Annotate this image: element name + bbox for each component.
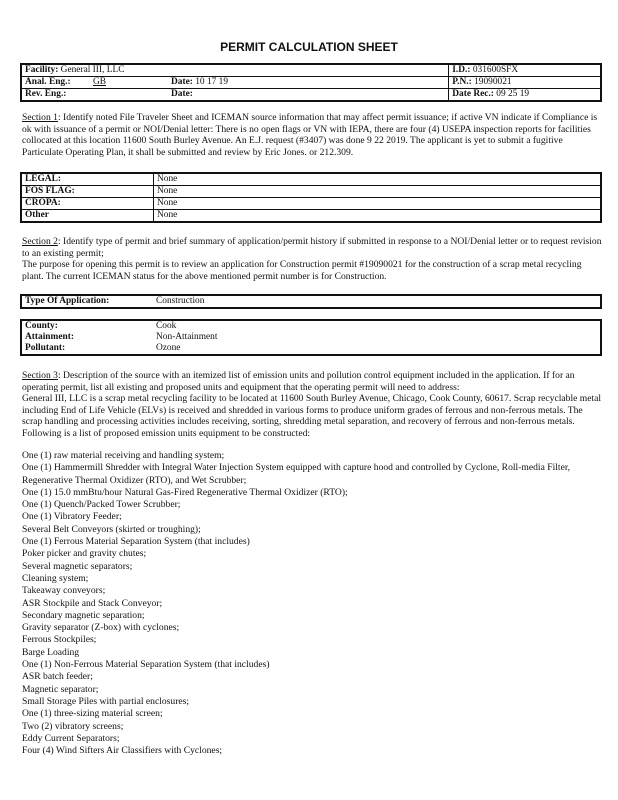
equipment-list	[22, 450, 602, 757]
section-1-heading: Section 1	[22, 112, 58, 123]
county-label: County:	[25, 321, 58, 331]
equipment-item: Several magnetic separators;	[22, 560, 133, 572]
id-label: I.D.:	[452, 65, 471, 75]
equipment-item: Magnetic separator;	[22, 683, 99, 695]
section-2	[22, 236, 602, 282]
application-type-table	[20, 294, 602, 309]
equipment-item: Barge Loading	[22, 646, 80, 658]
facility-label: Facility:	[25, 65, 59, 75]
flag-value: None	[154, 210, 602, 223]
flag-label: CROPA:	[25, 198, 61, 208]
equipment-item: Ferrous Stockpiles;	[22, 634, 97, 646]
header-table	[20, 63, 602, 102]
date-rec-value: 09 25 19	[496, 89, 530, 99]
equipment-item: ASR batch feeder;	[22, 671, 93, 683]
equipment-item: Several Belt Conveyors (skirted or troughing);	[22, 523, 201, 535]
page-title: PERMIT CALCULATION SHEET	[220, 40, 398, 54]
flags-table	[20, 172, 602, 223]
date-rec-label: Date Rec.:	[452, 89, 494, 99]
equipment-item: One (1) Ferrous Material Separation System (that includes)	[22, 536, 250, 548]
rev-eng-label: Rev. Eng.:	[25, 89, 67, 99]
equipment-item: One (1) 15.0 mmBtu/hour Natural Gas-Fired Regenerative Thermal Oxidizer (RTO);	[22, 486, 348, 498]
facility-value: General III, LLC	[60, 65, 125, 75]
county-value: Cook	[156, 321, 177, 331]
equipment-item: Secondary magnetic separation;	[22, 609, 145, 621]
id-value: 031600SFX	[472, 65, 519, 75]
flag-value: None	[154, 173, 602, 186]
equipment-item: Eddy Current Separators;	[22, 732, 120, 744]
flag-value: None	[154, 186, 602, 198]
anal-eng-label: Anal. Eng.:	[25, 77, 71, 87]
equipment-item: Four (4) Wind Sifters Air Classifiers with Cyclones;	[22, 745, 223, 757]
section-2-text: : Identify type of permit and brief summary of application/permit history if submitted in response to a NOI/Denial letter or to request revision to an existing permit;	[22, 236, 602, 259]
flag-value: None	[154, 198, 602, 210]
flag-label: FOS FLAG:	[25, 186, 75, 196]
date-value: 10 17 19	[195, 77, 229, 87]
pollutant-label: Pollutant:	[25, 343, 66, 353]
section-3-description: General III, LLC is a scrap metal recycling facility to be located at 11600 South Burley Avenue, Chicago, Cook County, 60617. Scrap recyclable metal including End of Life Vehicle (ELVs) is received and shredded in various forms to produce uniform grades of ferrous and non-ferrous metals. The scrap handling and processing activities includes receiving, sorting, shredding metal separation, and recovery of ferrous and non-ferrous metals. Following is a list of proposed emission units equipment to be constructed:	[22, 393, 602, 439]
attainment-label: Attainment:	[25, 332, 74, 342]
equipment-item: One (1) Vibratory Feeder;	[22, 511, 122, 523]
section-2-heading: Section 2	[22, 236, 58, 247]
attainment-value: Non-Attainment	[156, 332, 218, 342]
date-label: Date:	[171, 77, 193, 87]
equipment-item: ASR Stockpile and Stack Conveyor;	[22, 597, 163, 609]
section-2-summary: The purpose for opening this permit is to review an application for Construction permit #19090021 for the construction of a scrap metal recycling plant. The current ICEMAN status for the above mentioned permit number is for Construction.	[22, 259, 582, 282]
equipment-item: Takeaway conveyors;	[22, 585, 106, 597]
section-3	[22, 370, 602, 440]
area-table	[20, 319, 602, 356]
equipment-item: One (1) raw material receiving and handling system;	[22, 450, 225, 461]
equipment-item: One (1) Quench/Packed Tower Scrubber;	[22, 499, 181, 511]
pn-value: 19090021	[474, 77, 512, 87]
equipment-item: One (1) Non-Ferrous Material Separation System (that includes)	[22, 659, 270, 671]
section-3-heading: Section 3	[22, 370, 58, 381]
equipment-item: Two (2) vibratory screens;	[22, 720, 124, 732]
flag-label: LEGAL:	[25, 174, 61, 184]
equipment-item: Poker picker and gravity chutes;	[22, 548, 147, 560]
equipment-item: One (1) Hammermill Shredder with Integral Water Injection System equipped with capture hood and controlled by Cyclone, Roll-media Filter, Regenerative Thermal Oxidizer (RTO), and Wet Scrubber;	[22, 462, 571, 486]
anal-eng-value: GB	[92, 77, 106, 87]
rev-date-label: Date:	[171, 89, 193, 99]
pn-label: P.N.:	[452, 77, 472, 87]
flag-label: Other	[25, 210, 49, 220]
equipment-item: Gravity separator (Z-box) with cyclones;	[22, 622, 180, 634]
equipment-item: Small Storage Piles with partial enclosures;	[22, 695, 190, 707]
section-1	[22, 112, 602, 158]
application-type-label: Type Of Application:	[25, 296, 110, 306]
pollutant-value: Ozone	[156, 343, 181, 353]
section-1-text: : Identify noted File Traveler Sheet and ICEMAN source information that may affect permit issuance; if active VN indicate if Compliance is ok with issuance of a permit or NOI/Denial letter: There is no open flags or VN with IEPA, there are four (4) USEPA inspection reports for facilities collocated at this location 11600 South Burley Avenue. An E.J. request (#3407) was done 9 22 2019. The applicant is yet to submit a fugitive Particulate Operating Plan, it shall be submitted and review by Eric Jones. or 212.309.	[22, 112, 598, 158]
equipment-item: Cleaning system;	[22, 572, 89, 584]
section-3-text: : Description of the source with an itemized list of emission units and pollution control equipment included in the application. If for an operating permit, list all existing and proposed units and equipment that the operating permit will need to address:	[22, 370, 575, 393]
application-type-value: Construction	[153, 295, 601, 308]
equipment-item: One (1) three-sizing material screen;	[22, 708, 163, 720]
